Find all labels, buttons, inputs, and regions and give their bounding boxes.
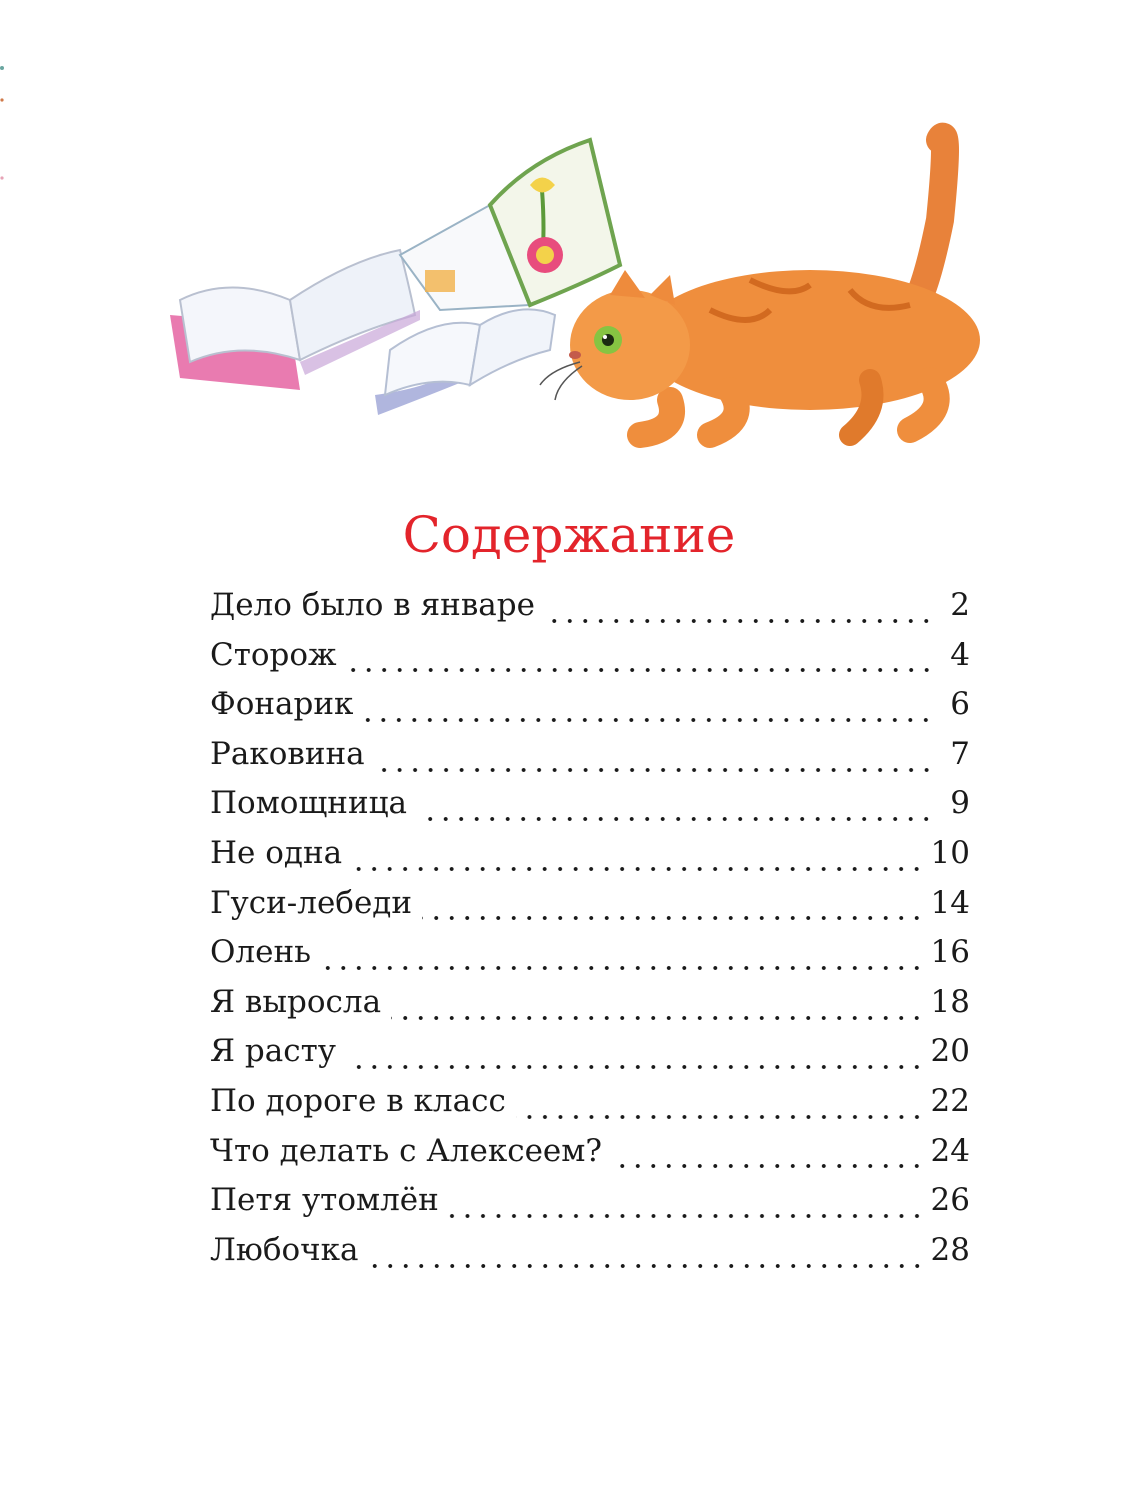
toc-entry-page-number: 2: [950, 587, 970, 623]
toc-entry-title: Петя утомлён: [210, 1182, 439, 1219]
toc-entry-page-number: 10: [930, 834, 970, 871]
dot-leader: [545, 619, 934, 623]
flying-book-flower-icon: [400, 140, 620, 310]
dot-leader: [347, 668, 934, 672]
toc-entry[interactable]: [210, 785, 970, 835]
open-book-left-icon: [170, 250, 420, 390]
dot-leader: [375, 768, 934, 772]
toc-entry-title: Помощница: [210, 785, 408, 822]
dot-leader: [449, 1214, 925, 1218]
toc-entry[interactable]: [210, 736, 970, 786]
toc-entry-page-number: 28: [930, 1231, 970, 1268]
toc-entry-page-number: 26: [930, 1182, 970, 1219]
toc-entry-page-number: 22: [930, 1082, 970, 1119]
toc-entry[interactable]: [210, 1232, 970, 1282]
toc-entry-page-number: 16: [930, 934, 970, 971]
dot-leader: [422, 916, 924, 920]
toc-entry-title: Фонарик: [210, 686, 354, 723]
toc-entry-title: Сторож: [210, 636, 337, 673]
toc-entry[interactable]: [210, 1182, 970, 1232]
table-of-contents: [210, 587, 970, 1281]
dot-leader: [352, 867, 924, 871]
toc-entry-title: Гуси-лебеди: [210, 884, 413, 921]
dot-leader: [363, 718, 934, 722]
toc-entry-title: Любочка: [210, 1231, 359, 1268]
dot-leader: [612, 1164, 925, 1168]
toc-entry-page-number: 9: [950, 785, 970, 822]
toc-entry-title: Олень: [210, 934, 311, 971]
toc-entry[interactable]: [210, 637, 970, 687]
toc-entry[interactable]: [210, 1133, 970, 1183]
dot-leader: [391, 1016, 924, 1020]
dot-leader: [516, 1115, 925, 1119]
toc-entry-title: Я расту: [210, 1033, 336, 1070]
cat-and-books-icon: [150, 100, 1010, 460]
toc-entry[interactable]: [210, 1083, 970, 1133]
toc-entry-title: Я выросла: [210, 983, 382, 1020]
dot-leader: [369, 1264, 925, 1268]
toc-entry-page-number: 6: [950, 686, 970, 723]
dot-leader: [346, 1065, 925, 1069]
dot-leader: [321, 966, 925, 970]
toc-entry-title: Не одна: [210, 834, 343, 871]
dot-leader: [417, 817, 934, 821]
toc-entry-page-number: 4: [950, 636, 970, 673]
orange-cat-icon: [540, 137, 980, 435]
toc-entry[interactable]: [210, 885, 970, 935]
page-title: Содержание: [402, 506, 736, 564]
toc-entry-title: Раковина: [210, 735, 365, 772]
toc-entry-page-number: 14: [930, 884, 970, 921]
toc-entry-title: Что делать с Алексеем?: [210, 1132, 603, 1169]
toc-entry[interactable]: [210, 1033, 970, 1083]
toc-entry-page-number: 20: [930, 1033, 970, 1070]
toc-entry[interactable]: [210, 835, 970, 885]
toc-entry-title: По дороге в класс: [210, 1082, 506, 1119]
toc-entry-page-number: 7: [950, 735, 970, 772]
toc-entry-page-number: 18: [930, 983, 970, 1020]
toc-entry[interactable]: [210, 587, 970, 637]
toc-entry[interactable]: [210, 984, 970, 1034]
toc-entry[interactable]: [210, 686, 970, 736]
toc-entry-page-number: 24: [930, 1132, 970, 1169]
toc-entry[interactable]: [210, 934, 970, 984]
page-edge-marks: [0, 60, 10, 200]
toc-entry-title: Дело было в январе: [210, 587, 535, 623]
